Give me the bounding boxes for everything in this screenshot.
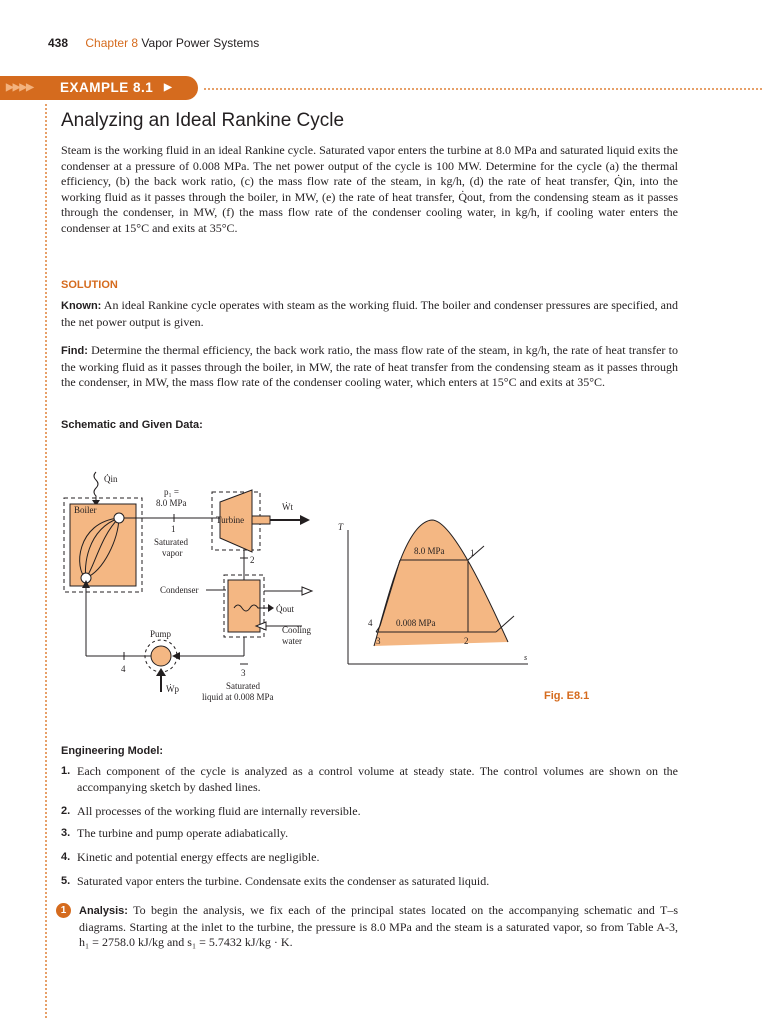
model-item-number: 5.: [61, 875, 71, 887]
example-banner: [0, 76, 198, 100]
model-item-text: Saturated vapor enters the turbine. Condensate exits the condenser as saturated liquid.: [77, 874, 490, 888]
model-item-text: All processes of the working fluid are internally reversible.: [77, 804, 361, 818]
find-text: Determine the thermal efficiency, the back work ratio, the mass flow rate of the steam, in kg/h, the rate of heat transfer to the working fluid as it passes through the boiler, in MW, the rate of heat transfer from the condensing steam as it passes through the condenser, in MW, the mass flow rate of the condenser cooling water, which enters at 15°C and exits at 35°C.: [61, 343, 678, 390]
model-item: [61, 850, 678, 866]
page-number: 438: [48, 36, 69, 50]
boiler-box: [70, 504, 136, 586]
q-out-label: Q̇out: [276, 604, 294, 614]
analysis-marker-icon: 1: [56, 903, 71, 918]
model-item-text: The turbine and pump operate adiabatically.: [77, 826, 289, 840]
known-text: An ideal Rankine cycle operates with steam as the working fluid. The boiler and condenser pressures are specified, and the net power output is given.: [61, 298, 678, 329]
find-paragraph: [61, 343, 678, 391]
work-out-arrowhead-icon: [300, 515, 310, 525]
condenser-box: [228, 580, 260, 632]
example-label: EXAMPLE 8.1: [60, 80, 154, 95]
solution-heading: SOLUTION: [61, 279, 118, 291]
known-label: Known:: [61, 300, 102, 312]
schematic-heading: Schematic and Given Data:: [61, 419, 203, 431]
saturation-dome: [374, 520, 508, 646]
p1-label-2: 8.0 MPa: [156, 498, 187, 508]
boiler-label: Boiler: [74, 505, 97, 515]
running-header: [48, 36, 259, 50]
sat-liquid-label-1: Saturated: [226, 681, 260, 691]
t-axis-label: T: [338, 522, 344, 532]
state-4-label: 4: [121, 664, 126, 674]
state-2-label: 2: [250, 555, 255, 565]
model-item-number: 3.: [61, 827, 71, 839]
margin-dotted-rule: [45, 104, 47, 1018]
w-p-label: Ẇp: [166, 684, 179, 694]
ts-state-4: 4: [368, 618, 373, 628]
model-item: [61, 874, 678, 890]
known-paragraph: [61, 298, 678, 330]
cooling-water-label-1: Cooling: [282, 625, 312, 635]
work-in-arrowhead-icon: [156, 668, 166, 676]
state-3-arrowhead-icon: [172, 652, 180, 660]
ts-state-3: 3: [376, 636, 381, 646]
chapter-title: Vapor Power Systems: [141, 36, 260, 50]
model-item-number: 1.: [61, 765, 71, 777]
pump-symbol: [151, 646, 171, 666]
figure-e8-1: [56, 460, 616, 710]
state-1-label: 1: [171, 524, 176, 534]
model-item-number: 4.: [61, 851, 71, 863]
heat-out-arrowhead-icon: [268, 604, 274, 612]
model-item-number: 2.: [61, 805, 71, 817]
low-pressure-label: 0.008 MPa: [396, 618, 436, 628]
figure-label: Fig. E8.1: [544, 690, 590, 702]
cooling-out-arrowhead-icon: [302, 587, 312, 595]
analysis-text: To begin the analysis, we fix each of the principal states located on the accompanying schematic and T–s diagrams. Starting at the inlet to the turbine, the pressure is 8.0 MPa and the steam is a saturated vapor, so from Table A-3, h₁ = 2758.0 kJ/kg and s₁ = 5.7432 kJ/kg · K.: [79, 903, 678, 950]
engineering-model-heading: Engineering Model:: [61, 745, 164, 757]
model-item: [61, 804, 678, 820]
banner-dotted-rule: [204, 88, 762, 90]
cooling-water-label-2: water: [282, 636, 302, 646]
example-title: Analyzing an Ideal Rankine Cycle: [61, 110, 345, 131]
model-item: [61, 826, 678, 842]
condenser-label: Condenser: [160, 585, 199, 595]
analysis-paragraph: [79, 903, 678, 951]
ts-state-2: 2: [464, 636, 469, 646]
ts-diagram: [338, 520, 528, 664]
p1-label-1: p₁ =: [164, 487, 179, 497]
banner-arrow-icon: ▶: [164, 82, 173, 93]
sat-vapor-label-2: vapor: [162, 548, 183, 558]
find-label: Find:: [61, 345, 88, 357]
sat-vapor-label-1: Saturated: [154, 537, 188, 547]
problem-statement: Steam is the working fluid in an ideal Rankine cycle. Saturated vapor enters the turbine at 8.0 MPa and saturated liquid exits the condenser at a pressure of 0.008 MPa. The net power output of the cycle is 100 MW. Determine for the cycle (a) the thermal efficiency, (b) the back work ratio, (c) the mass flow rate of the steam, in kg/h, (d) the rate of heat transfer, Q̇in, into the working fluid as it passes through the boiler, in MW, (e) the rate of heat transfer, Q̇out, from the condensing steam as it passes through the condenser, in MW, (f) the mass flow rate of the condenser cooling water, in kg/h, if cooling water enters the condenser at 15°C and exits at 35°C.: [61, 143, 678, 235]
analysis-label: Analysis:: [79, 905, 128, 917]
s-axis-label: s: [524, 653, 528, 662]
chapter-number: Chapter 8: [85, 36, 139, 50]
pump-label: Pump: [150, 629, 172, 639]
model-item: [61, 764, 678, 795]
boiler-header-top: [114, 513, 124, 523]
model-item-text: Each component of the cycle is analyzed as a control volume at steady state. The control volumes are shown on the accompanying sketch by dashed lines.: [77, 764, 678, 794]
turbine-shaft: [252, 516, 270, 524]
model-item-text: Kinetic and potential energy effects are negligible.: [77, 850, 320, 864]
q-in-label: Q̇in: [104, 474, 118, 484]
high-pressure-label: 8.0 MPa: [414, 546, 445, 556]
state-3-label: 3: [241, 668, 246, 678]
banner-arrows-icon: ▶▶▶▶: [6, 82, 33, 93]
sat-liquid-label-2: liquid at 0.008 MPa: [202, 692, 274, 702]
ts-state-1: 1: [470, 548, 475, 558]
turbine-label: Turbine: [216, 515, 245, 525]
w-t-label: Ẇt: [282, 502, 293, 512]
